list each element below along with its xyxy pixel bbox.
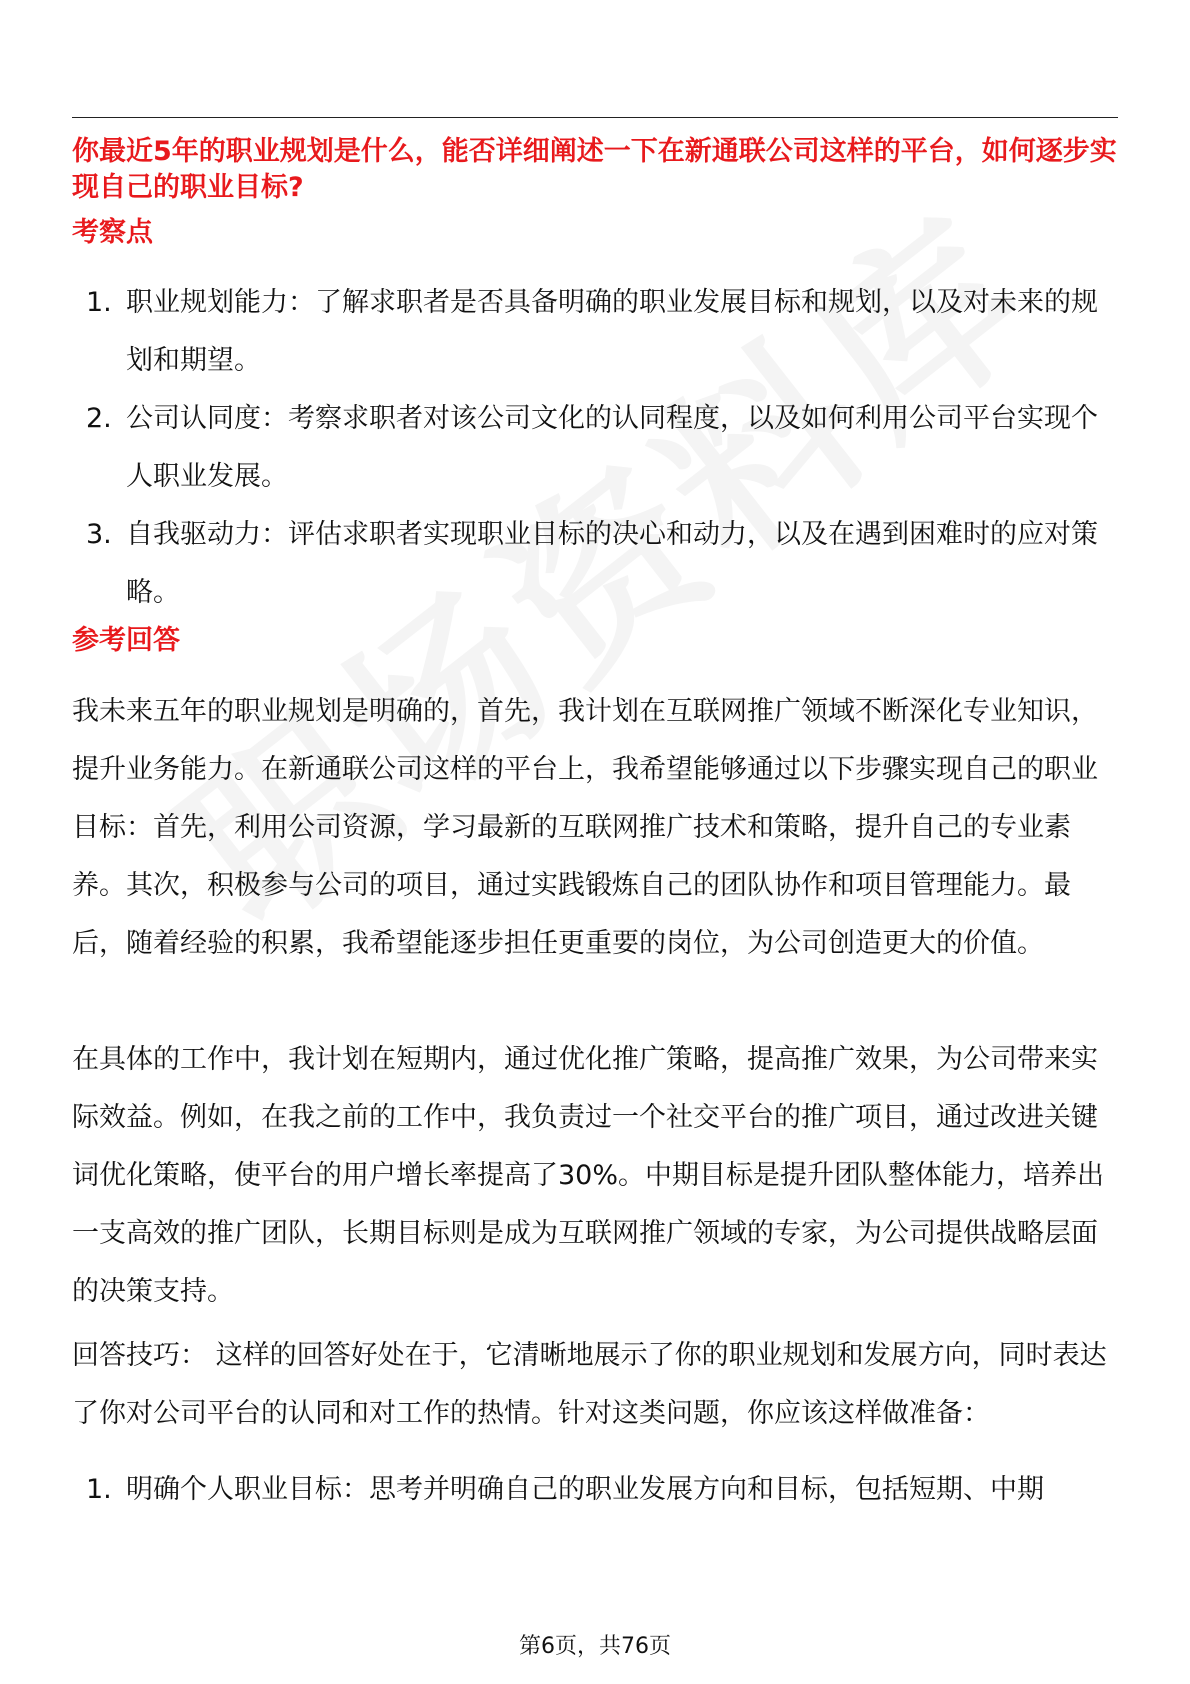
list-text: 明确个人职业目标：思考并明确自己的职业发展方向和目标，包括短期、中期 xyxy=(126,1474,1044,1505)
list-item xyxy=(72,274,1118,390)
question-title: 你最近5年的职业规划是什么，能否详细阐述一下在新通联公司这样的平台，如何逐步实现自己的职业目标? xyxy=(72,136,1117,203)
list-text: 职业规划能力：了解求职者是否具备明确的职业发展目标和规划，以及对未来的规划和期望。 xyxy=(126,287,1098,376)
answer-paragraph: 在具体的工作中，我计划在短期内，通过优化推广策略，提高推广效果，为公司带来实际效益。例如，在我之前的工作中，我负责过一个社交平台的推广项目，通过改进关键词优化策略，使平台的用户增长率提高了30%。中期目标是提升团队整体能力，培养出一支高效的推广团队，长期目标则是成为互联网推广领域的专家，为公司提供战略层面的决策支持。 xyxy=(72,1044,1105,1307)
answer-heading: 参考回答 xyxy=(72,625,180,656)
tips-list xyxy=(72,1461,1118,1519)
list-number: 2. xyxy=(86,403,112,434)
top-divider xyxy=(72,117,1118,118)
points-list xyxy=(72,274,1118,622)
answer-paragraph: 我未来五年的职业规划是明确的，首先，我计划在互联网推广领域不断深化专业知识，提升业务能力。在新通联公司这样的平台上，我希望能够通过以下步骤实现自己的职业目标：首先，利用公司资源，学习最新的互联网推广技术和策略，提升自己的专业素养。其次，积极参与公司的项目，通过实践锻炼自己的团队协作和项目管理能力。最后，随着经验的积累，我希望能逐步担任更重要的岗位，为公司创造更大的价值。 xyxy=(72,696,1098,959)
list-number: 3. xyxy=(86,519,112,550)
points-heading: 考察点 xyxy=(72,217,153,248)
list-item xyxy=(72,390,1118,506)
list-number: 1. xyxy=(86,287,112,318)
answer-tips-paragraph: 回答技巧： 这样的回答好处在于，它清晰地展示了你的职业规划和发展方向，同时表达了你对公司平台的认同和对工作的热情。针对这类问题，你应该这样做准备： xyxy=(72,1340,1107,1429)
list-item xyxy=(72,506,1118,622)
page-footer: 第6页，共76页 xyxy=(519,1634,671,1659)
document-page xyxy=(72,0,1118,1684)
list-item xyxy=(72,1461,1118,1519)
list-text: 自我驱动力：评估求职者实现职业目标的决心和动力，以及在遇到困难时的应对策略。 xyxy=(126,519,1098,608)
list-number: 1. xyxy=(86,1474,112,1505)
list-text: 公司认同度：考察求职者对该公司文化的认同程度，以及如何利用公司平台实现个人职业发展。 xyxy=(126,403,1098,492)
